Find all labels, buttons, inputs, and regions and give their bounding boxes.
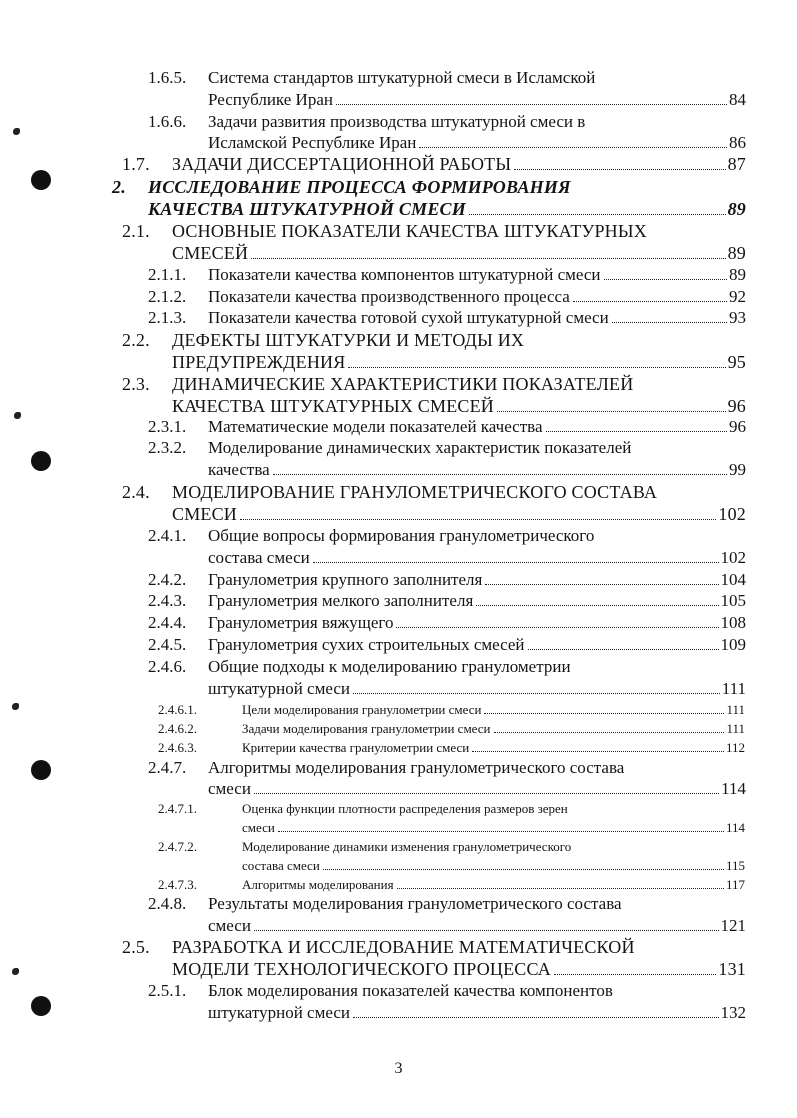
toc-entry[interactable]: [208, 915, 746, 937]
toc-number: 2.2.: [122, 330, 150, 350]
toc-entry[interactable]: [208, 569, 746, 591]
toc-title: Исламской Республике Иран: [208, 133, 417, 152]
toc-number: 2.1.3.: [148, 308, 187, 327]
toc-page: 99: [729, 460, 746, 479]
toc-page: 111: [726, 721, 745, 736]
toc-title: смеси: [208, 916, 251, 935]
toc-page: 89: [729, 265, 746, 284]
toc-number: 2.4.6.2.: [158, 721, 197, 736]
toc-number: 2.3.2.: [148, 438, 187, 457]
toc-page: 114: [725, 820, 745, 835]
toc-entry[interactable]: [172, 958, 746, 980]
dot-leader: [546, 431, 727, 432]
toc-title: РАЗРАБОТКА И ИССЛЕДОВАНИЕ МАТЕМАТИЧЕСКОЙ: [172, 937, 635, 957]
toc-number: 2.3.1.: [148, 417, 187, 436]
toc-page: 96: [727, 396, 746, 416]
dot-leader: [573, 301, 727, 302]
toc-title: Моделирование динамических характеристик показателей: [208, 438, 632, 457]
toc-page: 84: [729, 90, 746, 109]
dot-leader: [485, 584, 718, 585]
toc-title: Общие вопросы формирования гранулометрического: [208, 526, 595, 545]
toc-page: 121: [720, 916, 746, 935]
toc-title: качества: [208, 460, 270, 479]
toc-title: ОСНОВНЫЕ ПОКАЗАТЕЛИ КАЧЕСТВА ШТУКАТУРНЫХ: [172, 221, 647, 241]
dot-leader: [353, 693, 720, 694]
toc-page: 109: [720, 635, 746, 654]
toc-number: 2.3.: [122, 374, 150, 394]
toc-number: 2.4.6.: [148, 657, 187, 676]
toc-page: 108: [720, 613, 746, 632]
toc-page: 131: [718, 959, 746, 979]
toc-title: Алгоритмы моделирования: [242, 877, 394, 892]
toc-title: Республике Иран: [208, 90, 333, 109]
toc-entry[interactable]: [172, 153, 746, 175]
toc-number: 1.6.5.: [148, 68, 187, 87]
toc-entry[interactable]: [208, 286, 746, 308]
dot-leader: [240, 519, 716, 520]
toc-number: 2.4.2.: [148, 570, 187, 589]
toc-number: 2.4.7.: [148, 758, 187, 777]
toc-page: 132: [720, 1003, 746, 1022]
toc-title: Задачи моделирования гранулометрии смеси: [242, 721, 491, 736]
toc-entry[interactable]: [172, 242, 746, 264]
toc-number: 2.4.5.: [148, 635, 187, 654]
toc-number: 2.4.: [122, 482, 150, 502]
toc-page: 104: [720, 570, 746, 589]
dot-leader: [397, 888, 724, 889]
toc-entry[interactable]: [208, 634, 746, 656]
dot-leader: [484, 713, 724, 714]
toc-title: Цели моделирования гранулометрии смеси: [242, 702, 482, 717]
scan-speck: [13, 128, 20, 135]
dot-leader: [494, 732, 725, 733]
dot-leader: [528, 649, 719, 650]
toc-title: Критерии качества гранулометрии смеси: [242, 740, 470, 755]
toc-page: 95: [727, 352, 746, 372]
toc-title: штукатурной смеси: [208, 679, 350, 698]
toc-number: 2.4.6.1.: [158, 702, 197, 717]
toc-entry[interactable]: [208, 612, 746, 634]
toc-entry[interactable]: [208, 307, 746, 329]
dot-leader: [348, 367, 725, 368]
toc-page: 89: [727, 243, 746, 263]
binder-hole: [31, 760, 51, 780]
toc-title: Гранулометрия мелкого заполнителя: [208, 591, 474, 610]
binder-hole: [31, 170, 51, 190]
toc-title: ИССЛЕДОВАНИЕ ПРОЦЕССА ФОРМИРОВАНИЯ: [148, 177, 571, 197]
toc-title: МОДЕЛИРОВАНИЕ ГРАНУЛОМЕТРИЧЕСКОГО СОСТАВА: [172, 482, 658, 502]
toc-title: Показатели качества производственного процесса: [208, 287, 570, 306]
toc-entry[interactable]: [242, 737, 745, 759]
toc-page: 112: [725, 740, 745, 755]
toc-number: 2.4.1.: [148, 526, 187, 545]
toc-title: Гранулометрия вяжущего: [208, 613, 394, 632]
toc-title: состава смеси: [208, 548, 310, 567]
dot-leader: [396, 627, 718, 628]
toc-page: 111: [726, 702, 745, 717]
dot-leader: [604, 279, 727, 280]
toc-title: Математические модели показателей качества: [208, 417, 543, 436]
toc-page: 111: [721, 679, 746, 698]
toc-entry[interactable]: [208, 1002, 746, 1024]
toc-entry[interactable]: [208, 132, 746, 154]
toc-title: Моделирование динамики изменения гранулометрического: [242, 839, 572, 854]
scan-speck: [12, 703, 19, 710]
toc-number: 2.1.: [122, 221, 150, 241]
dot-leader: [278, 831, 724, 832]
scan-speck: [14, 412, 21, 419]
dot-leader: [419, 147, 727, 148]
toc-title: Показатели качества готовой сухой штукатурной смеси: [208, 308, 609, 327]
toc-title: Алгоритмы моделирования гранулометрического состава: [208, 758, 625, 777]
toc-entry[interactable]: [148, 198, 746, 220]
dot-leader: [254, 793, 719, 794]
toc-page: 115: [725, 858, 745, 873]
page-number: 3: [394, 1060, 403, 1077]
toc-entry[interactable]: [208, 590, 746, 612]
binder-hole: [31, 996, 51, 1016]
toc-title: СМЕСЕЙ: [172, 243, 249, 263]
toc-title: смеси: [242, 820, 275, 835]
toc-number: 2.4.7.1.: [158, 801, 197, 816]
toc-page: 114: [721, 779, 746, 798]
toc-number: 1.7.: [122, 154, 150, 174]
dot-leader: [313, 562, 719, 563]
toc-number: 2.5.: [122, 937, 150, 957]
toc-entry[interactable]: [172, 395, 746, 417]
toc-page: 102: [720, 548, 746, 567]
toc-title: состава смеси: [242, 858, 320, 873]
toc-title: Результаты моделирования гранулометрического состава: [208, 894, 622, 913]
toc-title: штукатурной смеси: [208, 1003, 350, 1022]
dot-leader: [612, 322, 727, 323]
dot-leader: [469, 214, 726, 215]
dot-leader: [251, 258, 725, 259]
toc-entry[interactable]: [208, 459, 746, 481]
toc-number: 2.4.7.2.: [158, 839, 197, 854]
toc-title: ДИНАМИЧЕСКИЕ ХАРАКТЕРИСТИКИ ПОКАЗАТЕЛЕЙ: [172, 374, 634, 394]
toc-title: Блок моделирования показателей качества компонентов: [208, 981, 613, 1000]
dot-leader: [254, 930, 719, 931]
dot-leader: [353, 1017, 719, 1018]
toc-number: 2.1.1.: [148, 265, 187, 284]
toc-page: 87: [727, 154, 746, 174]
toc-title: Гранулометрия крупного заполнителя: [208, 570, 483, 589]
dot-leader: [472, 751, 724, 752]
dot-leader: [554, 974, 716, 975]
toc-page: 102: [718, 504, 746, 524]
toc-title: ЗАДАЧИ ДИССЕРТАЦИОННОЙ РАБОТЫ: [172, 154, 512, 174]
toc-title: СМЕСИ: [172, 504, 238, 524]
toc-entry[interactable]: [208, 678, 746, 700]
toc-page: 117: [725, 877, 745, 892]
toc-title: КАЧЕСТВА ШТУКАТУРНЫХ СМЕСЕЙ: [172, 396, 495, 416]
toc-number: 2.4.6.3.: [158, 740, 197, 755]
toc-title: смеси: [208, 779, 251, 798]
toc-title: ПРЕДУПРЕЖДЕНИЯ: [172, 352, 346, 372]
toc-entry[interactable]: [172, 351, 746, 373]
scan-speck: [12, 968, 19, 975]
toc-number: 2.4.3.: [148, 591, 187, 610]
toc-number: 2.5.1.: [148, 981, 187, 1000]
toc-number: 2.1.2.: [148, 287, 187, 306]
toc-title: МОДЕЛИ ТЕХНОЛОГИЧЕСКОГО ПРОЦЕССА: [172, 959, 552, 979]
toc-title: Гранулометрия сухих строительных смесей: [208, 635, 525, 654]
dot-leader: [336, 104, 727, 105]
toc-title: КАЧЕСТВА ШТУКАТУРНОЙ СМЕСИ: [148, 199, 466, 219]
toc-entry[interactable]: [208, 264, 746, 286]
toc-title: Показатели качества компонентов штукатурной смеси: [208, 265, 601, 284]
toc-number: 2.4.8.: [148, 894, 187, 913]
toc-page: 93: [729, 308, 746, 327]
toc-page: 89: [727, 199, 746, 219]
dot-leader: [497, 411, 726, 412]
toc-number: 1.6.6.: [148, 112, 187, 131]
toc-number: 2.: [112, 177, 126, 197]
toc-title: Общие подходы к моделированию гранулометрии: [208, 657, 571, 676]
toc-title: Система стандартов штукатурной смеси в Исламской: [208, 68, 596, 87]
dot-leader: [323, 869, 724, 870]
toc-entry[interactable]: [172, 503, 746, 525]
binder-hole: [31, 451, 51, 471]
dot-leader: [273, 474, 727, 475]
toc-number: 2.4.7.3.: [158, 877, 197, 892]
toc-entry[interactable]: [208, 547, 746, 569]
toc-page: 105: [720, 591, 746, 610]
dot-leader: [476, 605, 718, 606]
toc-entry[interactable]: [208, 416, 746, 438]
toc-title: Оценка функции плотности распределения размеров зерен: [242, 801, 568, 816]
dot-leader: [514, 169, 725, 170]
toc-page: 86: [729, 133, 746, 152]
toc-title: Задачи развития производства штукатурной смеси в: [208, 112, 586, 131]
toc-entry[interactable]: [208, 89, 746, 111]
toc-number: 2.4.4.: [148, 613, 187, 632]
toc-title: ДЕФЕКТЫ ШТУКАТУРКИ И МЕТОДЫ ИХ: [172, 330, 525, 350]
toc-page: 96: [729, 417, 746, 436]
toc-page: 92: [729, 287, 746, 306]
toc-entry[interactable]: [208, 778, 746, 800]
